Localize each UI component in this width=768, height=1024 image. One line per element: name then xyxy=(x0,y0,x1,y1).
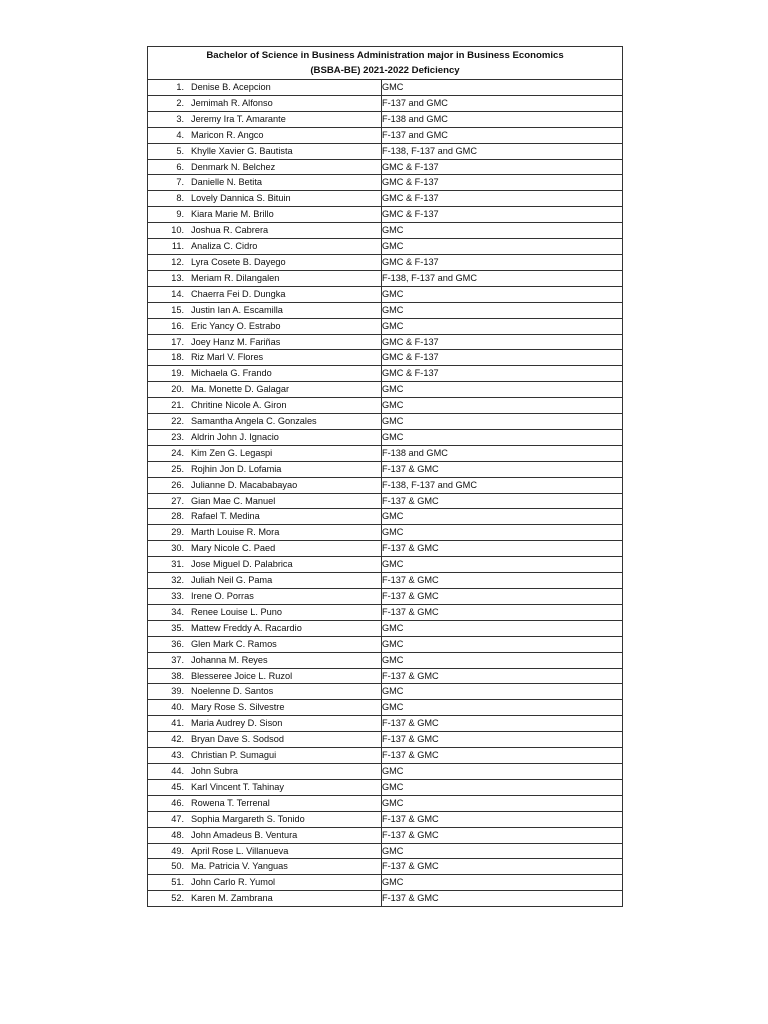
student-name-cell xyxy=(148,191,382,207)
deficiency-cell: F-137 & GMC xyxy=(382,589,623,605)
student-name-cell xyxy=(148,302,382,318)
table-row xyxy=(148,684,623,700)
student-name-cell xyxy=(148,143,382,159)
row-number: 27. xyxy=(171,495,184,506)
table-row xyxy=(148,143,623,159)
deficiency-cell: GMC xyxy=(382,684,623,700)
row-number: 26. xyxy=(171,479,184,490)
table-row xyxy=(148,763,623,779)
row-number: 4. xyxy=(176,129,184,140)
table-row xyxy=(148,302,623,318)
row-number: 37. xyxy=(171,654,184,665)
student-name-cell xyxy=(148,763,382,779)
student-name: Bryan Dave S. Sodsod xyxy=(191,734,284,745)
table-title-row xyxy=(148,47,623,80)
row-number: 51. xyxy=(171,877,184,888)
table-row xyxy=(148,748,623,764)
table-row xyxy=(148,111,623,127)
student-name: Lovely Dannica S. Bituin xyxy=(191,193,291,204)
student-name-cell xyxy=(148,525,382,541)
row-number: 12. xyxy=(171,256,184,267)
table-row xyxy=(148,445,623,461)
row-number: 45. xyxy=(171,781,184,792)
row-number: 18. xyxy=(171,352,184,363)
table-row xyxy=(148,811,623,827)
row-number: 2. xyxy=(176,97,184,108)
student-name: Karl Vincent T. Tahinay xyxy=(191,781,284,792)
student-name-cell xyxy=(148,716,382,732)
student-name: Mary Rose S. Silvestre xyxy=(191,702,285,713)
deficiency-cell: GMC & F-137 xyxy=(382,207,623,223)
deficiency-cell: GMC xyxy=(382,398,623,414)
student-name: Jose Miguel D. Palabrica xyxy=(191,559,293,570)
table-row xyxy=(148,429,623,445)
table-row xyxy=(148,334,623,350)
student-name: Johanna M. Reyes xyxy=(191,654,268,665)
deficiency-cell: GMC xyxy=(382,429,623,445)
student-name-cell xyxy=(148,843,382,859)
student-name: Eric Yancy O. Estrabo xyxy=(191,320,281,331)
student-name: Aldrin John J. Ignacio xyxy=(191,431,279,442)
deficiency-cell: F-137 & GMC xyxy=(382,732,623,748)
student-name-cell xyxy=(148,589,382,605)
student-name-cell xyxy=(148,382,382,398)
table-row xyxy=(148,620,623,636)
student-name: Rafael T. Medina xyxy=(191,511,260,522)
row-number: 38. xyxy=(171,670,184,681)
row-number: 39. xyxy=(171,686,184,697)
student-name-cell xyxy=(148,620,382,636)
student-name: Maricon R. Angco xyxy=(191,129,264,140)
deficiency-cell: GMC xyxy=(382,525,623,541)
student-name: Sophia Margareth S. Tonido xyxy=(191,813,305,824)
title-line-2: (BSBA-BE) 2021-2022 Deficiency xyxy=(310,65,460,76)
table-row xyxy=(148,95,623,111)
deficiency-cell: F-137 & GMC xyxy=(382,461,623,477)
table-row xyxy=(148,652,623,668)
table-row xyxy=(148,159,623,175)
deficiency-cell: F-137 & GMC xyxy=(382,748,623,764)
deficiency-cell: GMC xyxy=(382,414,623,430)
student-name-cell xyxy=(148,95,382,111)
table-row xyxy=(148,732,623,748)
table-row xyxy=(148,223,623,239)
deficiency-cell: GMC xyxy=(382,652,623,668)
row-number: 52. xyxy=(171,893,184,904)
deficiency-cell: F-138 and GMC xyxy=(382,111,623,127)
deficiency-cell: F-137 & GMC xyxy=(382,604,623,620)
deficiency-cell: GMC xyxy=(382,620,623,636)
student-name: Samantha Angela C. Gonzales xyxy=(191,416,317,427)
deficiency-cell: GMC xyxy=(382,223,623,239)
table-row xyxy=(148,254,623,270)
row-number: 23. xyxy=(171,431,184,442)
student-name: Gian Mae C. Manuel xyxy=(191,495,276,506)
row-number: 36. xyxy=(171,638,184,649)
deficiency-cell: GMC xyxy=(382,875,623,891)
deficiency-cell: F-137 & GMC xyxy=(382,891,623,907)
row-number: 20. xyxy=(171,384,184,395)
row-number: 21. xyxy=(171,400,184,411)
table-row xyxy=(148,191,623,207)
deficiency-cell: F-137 & GMC xyxy=(382,859,623,875)
student-name-cell xyxy=(148,461,382,477)
student-name: Julianne D. Macababayao xyxy=(191,479,298,490)
row-number: 50. xyxy=(171,861,184,872)
student-name: Maria Audrey D. Sison xyxy=(191,718,283,729)
student-name: Denmark N. Belchez xyxy=(191,161,276,172)
row-number: 5. xyxy=(176,145,184,156)
table-row xyxy=(148,398,623,414)
row-number: 25. xyxy=(171,463,184,474)
table-row xyxy=(148,604,623,620)
student-name: April Rose L. Villanueva xyxy=(191,845,289,856)
student-name-cell xyxy=(148,700,382,716)
deficiency-cell: GMC & F-137 xyxy=(382,191,623,207)
row-number: 33. xyxy=(171,591,184,601)
table-row xyxy=(148,461,623,477)
student-name-cell xyxy=(148,159,382,175)
row-number: 30. xyxy=(171,543,184,554)
row-number: 41. xyxy=(171,718,184,729)
student-name-cell xyxy=(148,859,382,875)
deficiency-cell: GMC & F-137 xyxy=(382,350,623,366)
student-name-cell xyxy=(148,414,382,430)
student-name-cell xyxy=(148,350,382,366)
row-number: 31. xyxy=(171,559,184,570)
student-name: Riz Marl V. Flores xyxy=(191,352,264,363)
deficiency-cell: F-138, F-137 and GMC xyxy=(382,143,623,159)
student-name-cell xyxy=(148,779,382,795)
row-number: 34. xyxy=(171,606,184,617)
row-number: 6. xyxy=(176,161,184,172)
deficiency-cell: GMC xyxy=(382,286,623,302)
table-row xyxy=(148,573,623,589)
student-name: Lyra Cosete B. Dayego xyxy=(191,256,286,267)
student-name-cell xyxy=(148,175,382,191)
student-name: Jeremy Ira T. Amarante xyxy=(191,113,286,124)
deficiency-cell: GMC xyxy=(382,509,623,525)
deficiency-cell: F-138, F-137 and GMC xyxy=(382,477,623,493)
student-name-cell xyxy=(148,429,382,445)
student-name-cell xyxy=(148,493,382,509)
student-name-cell xyxy=(148,748,382,764)
row-number: 17. xyxy=(171,336,184,347)
row-number: 46. xyxy=(171,797,184,808)
row-number: 8. xyxy=(176,193,184,204)
student-name-cell xyxy=(148,827,382,843)
row-number: 7. xyxy=(176,177,184,188)
student-name-cell xyxy=(148,366,382,382)
student-name: Michaela G. Frando xyxy=(191,368,272,379)
table-row xyxy=(148,795,623,811)
table-row xyxy=(148,668,623,684)
deficiency-cell: F-137 and GMC xyxy=(382,95,623,111)
student-name: Christian P. Sumagui xyxy=(191,750,277,761)
student-name: Karen M. Zambrana xyxy=(191,893,273,904)
student-name: Joey Hanz M. Fariñas xyxy=(191,336,281,347)
student-name: Joshua R. Cabrera xyxy=(191,225,269,236)
student-name: Chritine Nicole A. Giron xyxy=(191,400,287,411)
deficiency-cell: F-137 & GMC xyxy=(382,493,623,509)
table-row xyxy=(148,318,623,334)
row-number: 9. xyxy=(176,209,184,220)
table-row xyxy=(148,636,623,652)
row-number: 49. xyxy=(171,845,184,856)
student-name-cell xyxy=(148,477,382,493)
student-name-cell xyxy=(148,111,382,127)
deficiency-cell: F-137 & GMC xyxy=(382,573,623,589)
row-number: 40. xyxy=(171,702,184,713)
row-number: 47. xyxy=(171,813,184,824)
student-name: Kiara Marie M. Brillo xyxy=(191,209,274,220)
student-name-cell xyxy=(148,318,382,334)
table-row xyxy=(148,477,623,493)
row-number: 44. xyxy=(171,765,184,776)
table-row xyxy=(148,557,623,573)
row-number: 48. xyxy=(171,829,184,840)
row-number: 42. xyxy=(171,734,184,745)
student-name-cell xyxy=(148,684,382,700)
student-name-cell xyxy=(148,636,382,652)
row-number: 32. xyxy=(171,575,184,586)
table-row xyxy=(148,779,623,795)
student-name-cell xyxy=(148,445,382,461)
student-name-cell xyxy=(148,604,382,620)
student-name-cell xyxy=(148,795,382,811)
student-name: John Carlo R. Yumol xyxy=(191,877,276,888)
deficiency-cell: GMC xyxy=(382,763,623,779)
deficiency-cell: F-137 & GMC xyxy=(382,668,623,684)
student-name: Justin Ian A. Escamilla xyxy=(191,304,283,315)
deficiency-cell: F-137 & GMC xyxy=(382,716,623,732)
table-row xyxy=(148,366,623,382)
title-line-1: Bachelor of Science in Business Administration major in Business Economics xyxy=(206,50,564,61)
student-name-cell xyxy=(148,207,382,223)
student-name-cell xyxy=(148,254,382,270)
student-name: Khylle Xavier G. Bautista xyxy=(191,145,293,156)
deficiency-cell: GMC xyxy=(382,318,623,334)
table-title xyxy=(148,47,623,80)
table-row xyxy=(148,891,623,907)
table-row xyxy=(148,239,623,255)
student-name-cell xyxy=(148,398,382,414)
table-row xyxy=(148,286,623,302)
deficiency-cell: GMC & F-137 xyxy=(382,175,623,191)
student-name: Ma. Monette D. Galagar xyxy=(191,384,290,395)
table-row xyxy=(148,859,623,875)
student-name-cell xyxy=(148,509,382,525)
deficiency-cell: F-137 and GMC xyxy=(382,127,623,143)
table-row xyxy=(148,127,623,143)
deficiency-cell: F-138 and GMC xyxy=(382,445,623,461)
student-name: Kim Zen G. Legaspi xyxy=(191,447,273,458)
deficiency-cell: GMC xyxy=(382,80,623,96)
student-name: Noelenne D. Santos xyxy=(191,686,274,697)
student-name: Analiza C. Cidro xyxy=(191,241,258,252)
student-name: Mary Nicole C. Paed xyxy=(191,543,276,554)
student-name-cell xyxy=(148,875,382,891)
table-row xyxy=(148,700,623,716)
table-row xyxy=(148,414,623,430)
table-row xyxy=(148,80,623,96)
deficiency-cell: F-137 & GMC xyxy=(382,811,623,827)
student-name: Denise B. Acepcion xyxy=(191,82,271,92)
student-name: Glen Mark C. Ramos xyxy=(191,638,277,649)
student-name-cell xyxy=(148,239,382,255)
table-row xyxy=(148,175,623,191)
deficiency-cell: F-138, F-137 and GMC xyxy=(382,270,623,286)
table-row xyxy=(148,350,623,366)
deficiency-cell: GMC xyxy=(382,636,623,652)
student-name: Irene O. Porras xyxy=(191,591,254,601)
student-name-cell xyxy=(148,270,382,286)
student-name: Rowena T. Terrenal xyxy=(191,797,270,808)
table-row xyxy=(148,270,623,286)
student-name: Juliah Neil G. Pama xyxy=(191,575,273,586)
row-number: 11. xyxy=(171,241,184,252)
table-row xyxy=(148,493,623,509)
student-name-cell xyxy=(148,811,382,827)
student-name-cell xyxy=(148,286,382,302)
student-name: Mattew Freddy A. Racardio xyxy=(191,622,302,633)
student-name: John Amadeus B. Ventura xyxy=(191,829,298,840)
table-row xyxy=(148,589,623,605)
student-name-cell xyxy=(148,732,382,748)
deficiency-cell: GMC xyxy=(382,302,623,318)
table-row xyxy=(148,541,623,557)
student-name-cell xyxy=(148,668,382,684)
student-name: Marth Louise R. Mora xyxy=(191,527,280,538)
deficiency-cell: GMC & F-137 xyxy=(382,366,623,382)
student-rows xyxy=(148,80,623,907)
table-row xyxy=(148,525,623,541)
row-number: 43. xyxy=(171,750,184,761)
row-number: 28. xyxy=(171,511,184,522)
deficiency-cell: GMC xyxy=(382,779,623,795)
row-number: 22. xyxy=(171,416,184,427)
row-number: 15. xyxy=(171,304,184,315)
deficiency-cell: GMC & F-137 xyxy=(382,159,623,175)
student-name-cell xyxy=(148,80,382,96)
student-name: Renee Louise L. Puno xyxy=(191,606,282,617)
deficiency-cell: GMC & F-137 xyxy=(382,334,623,350)
student-name: John Subra xyxy=(191,765,238,776)
student-name: Meriam R. Dilangalen xyxy=(191,272,280,283)
table-row xyxy=(148,827,623,843)
table-row xyxy=(148,382,623,398)
row-number: 14. xyxy=(171,288,184,299)
row-number: 35. xyxy=(171,622,184,633)
deficiency-cell: F-137 & GMC xyxy=(382,541,623,557)
student-name: Jemimah R. Alfonso xyxy=(191,97,273,108)
student-name-cell xyxy=(148,573,382,589)
deficiency-cell: F-137 & GMC xyxy=(382,827,623,843)
row-number: 1. xyxy=(176,82,184,92)
table-row xyxy=(148,509,623,525)
table-row xyxy=(148,843,623,859)
deficiency-cell: GMC xyxy=(382,239,623,255)
deficiency-table xyxy=(147,46,623,907)
student-name: Danielle N. Betita xyxy=(191,177,262,188)
row-number: 29. xyxy=(171,527,184,538)
student-name-cell xyxy=(148,223,382,239)
deficiency-cell: GMC & F-137 xyxy=(382,254,623,270)
row-number: 13. xyxy=(171,272,184,283)
student-name: Blesseree Joice L. Ruzol xyxy=(191,670,293,681)
student-name: Ma. Patricia V. Yanguas xyxy=(191,861,288,872)
row-number: 10. xyxy=(171,225,184,236)
table-row xyxy=(148,207,623,223)
student-name-cell xyxy=(148,127,382,143)
student-name: Rojhin Jon D. Lofamia xyxy=(191,463,282,474)
student-name-cell xyxy=(148,557,382,573)
deficiency-cell: GMC xyxy=(382,382,623,398)
student-name-cell xyxy=(148,652,382,668)
deficiency-cell: GMC xyxy=(382,557,623,573)
student-name-cell xyxy=(148,334,382,350)
table-row xyxy=(148,875,623,891)
row-number: 24. xyxy=(171,447,184,458)
row-number: 16. xyxy=(171,320,184,331)
table-row xyxy=(148,716,623,732)
row-number: 19. xyxy=(171,368,184,379)
student-name-cell xyxy=(148,891,382,907)
row-number: 3. xyxy=(176,113,184,124)
student-name-cell xyxy=(148,541,382,557)
student-name: Chaerra Fei D. Dungka xyxy=(191,288,286,299)
deficiency-cell: GMC xyxy=(382,843,623,859)
deficiency-cell: GMC xyxy=(382,700,623,716)
deficiency-cell: GMC xyxy=(382,795,623,811)
